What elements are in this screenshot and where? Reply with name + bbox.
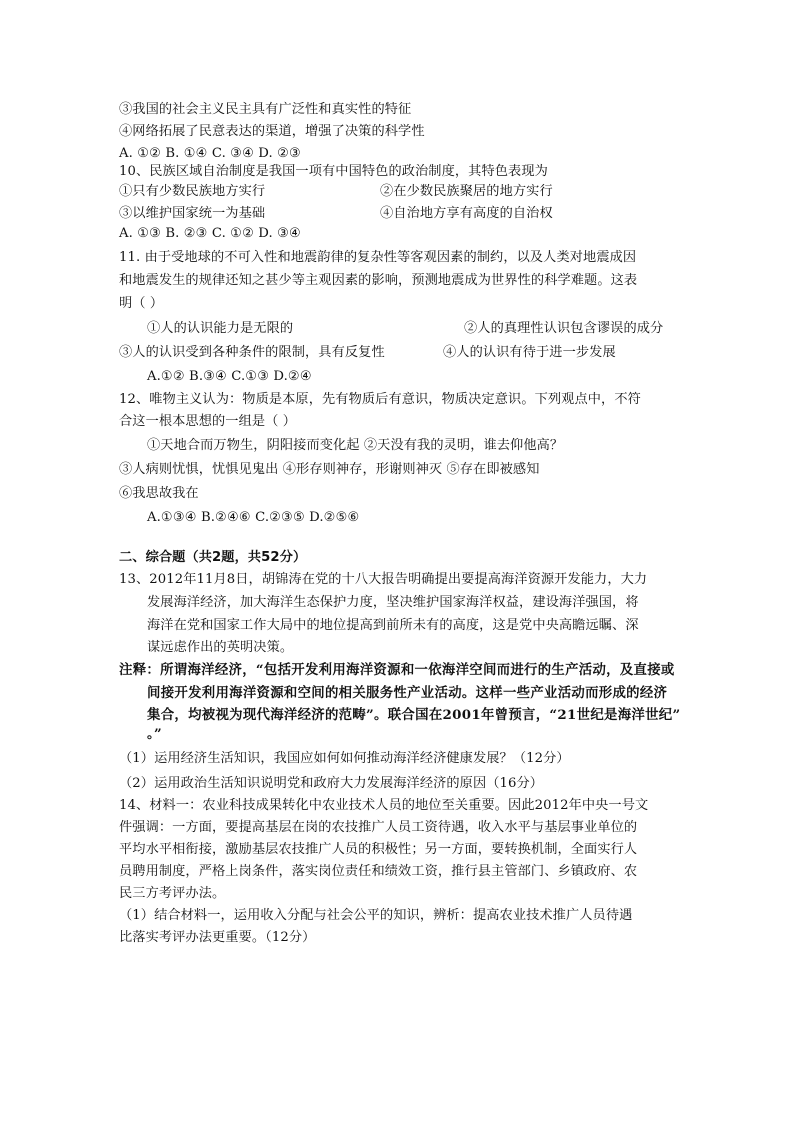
question-14-stem: 件强调：一方面，要提高基层在岗的农技推广人员工资待遇，收入水平与基层事业单位的 (119, 820, 638, 835)
option-2: ②在少数民族聚居的地方实行 (380, 184, 553, 199)
option-line: ⑥我思故我在 (119, 486, 199, 501)
question-14-stem: 员聘用制度，严格上岗条件，落实岗位责任和绩效工资，推行县主管部门、乡镇政府、农 (119, 864, 638, 879)
question-14-stem: 平均水平相衔接，激励基层农技推广人员的积极性；另一方面，要转换机制，全面实行人 (119, 842, 638, 857)
question-12-stem: 合这一根本思想的一组是（ ） (119, 414, 297, 429)
option-4: ④自治地方享有高度的自治权 (380, 206, 553, 221)
option-1: ①人的认识能力是无限的 (147, 321, 294, 336)
annotation-note: 。” (147, 726, 162, 742)
question-14-stem: 民三方考评办法。 (119, 886, 226, 901)
option-line: ③我国的社会主义民主具有广泛性和真实性的特征 (119, 102, 412, 117)
option-line: ①天地合而万物生，阴阳接而变化起 ②天没有我的灵明，谁去仰他高？ (147, 438, 564, 453)
answer-choices: A. ①③ B. ②③ C. ①② D. ③④ (119, 226, 301, 241)
option-line (119, 182, 553, 202)
option-line: ④网络拓展了民意表达的渠道，增强了决策的科学性 (119, 124, 425, 139)
question-11-stem: 11. 由于受地球的不可入性和地震韵律的复杂性等客观因素的制约，以及人类对地震成因 (119, 250, 637, 265)
option-line (119, 343, 616, 363)
question-10-stem: 10、民族区域自治制度是我国一项有中国特色的政治制度，其特色表现为 (119, 164, 548, 179)
question-13-stem: 发展海洋经济，加大海洋生态保护力度，坚决维护国家海洋权益，建设海洋强国，将 (147, 595, 639, 610)
option-3: ③人的认识受到各种条件的限制，具有反复性 (119, 345, 385, 360)
answer-choices: A.①② B.③④ C.①③ D.②④ (147, 369, 312, 384)
question-14-stem: 14、材料一：农业科技成果转化中农业技术人员的地位至关重要。因此2012年中央一号文 (119, 798, 649, 813)
answer-choices: A. ①② B. ①④ C. ③④ D. ②③ (119, 146, 301, 161)
option-3: ③以维护国家统一为基础 (119, 206, 266, 221)
question-12-stem: 12、唯物主义认为：物质是本原，先有物质后有意识，物质决定意识。下列观点中，不符 (119, 392, 641, 407)
sub-question: 比落实考评办法更重要。（12分） (119, 930, 316, 945)
option-line (119, 204, 553, 224)
question-11-stem: 和地震发生的规律还知之甚少等主观因素的影响，预测地震成为世界性的科学难题。这表 (119, 273, 638, 288)
annotation-note: 集合，均被视为现代海洋经济的范畴”。联合国在2001年曾预言，“21世纪是海洋世纪” (147, 707, 681, 723)
sub-question: （2）运用政治生活知识说明党和政府大力发展海洋经济的原因（16分） (119, 776, 544, 791)
option-line: ③人病则忧惧，忧惧见鬼出 ④形存则神存，形谢则神灭 ⑤存在即被感知 (119, 462, 540, 477)
option-1: ①只有少数民族地方实行 (119, 184, 266, 199)
question-11-stem: 明（ ） (119, 296, 164, 311)
option-line (147, 319, 664, 339)
question-13-stem: 13、2012年11月8日，胡锦涛在党的十八大报告明确提出要提高海洋资源开发能力，大力 (119, 572, 648, 587)
annotation-note: 间接开发利用海洋资源和空间的相关服务性产业活动。这样一些产业活动而形成的经济 (147, 685, 668, 701)
question-13-stem: 谋远虑作出的英明决策。 (147, 640, 294, 655)
answer-choices: A.①③④ B.②④⑥ C.②③⑤ D.②⑤⑥ (147, 510, 360, 525)
section-heading: 二、综合题（共2题，共52分） (119, 550, 307, 565)
sub-question: （1）运用经济生活知识，我国应如何如何推动海洋经济健康发展？（12分） (119, 751, 570, 766)
annotation-note: 注释：所谓海洋经济，“包括开发利用海洋资源和一依海洋空间而进行的生产活动，及直接或 (119, 662, 675, 678)
option-4: ④人的认识有待于进一步发展 (443, 345, 616, 360)
question-13-stem: 海洋在党和国家工作大局中的地位提高到前所未有的高度，这是党中央高瞻远瞩、深 (147, 618, 639, 633)
option-2: ②人的真理性认识包含谬误的成分 (464, 321, 664, 336)
sub-question: （1）结合材料一，运用收入分配与社会公平的知识，辨析：提高农业技术推广人员待遇 (119, 908, 633, 923)
